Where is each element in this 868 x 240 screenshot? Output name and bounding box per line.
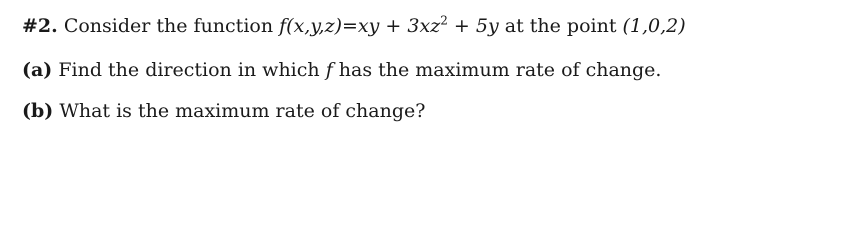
part-b-label: (b) xyxy=(22,100,54,122)
equals-sign: = xyxy=(342,15,358,37)
part-a xyxy=(22,58,661,82)
term-3xz: 3xz xyxy=(407,15,441,37)
exponent-2: 2 xyxy=(440,13,448,28)
part-b-text: What is the maximum rate of change? xyxy=(59,100,426,122)
term-xy: xy xyxy=(357,15,380,37)
point-coordinates: (1,0,2) xyxy=(622,15,686,37)
problem-number: #2. xyxy=(22,15,58,37)
problem-statement xyxy=(22,14,686,38)
plus-sign-1: + xyxy=(385,15,402,37)
function-lhs: f(x,y,z) xyxy=(279,15,342,37)
term-5y: 5y xyxy=(475,15,499,37)
problem-intro: Consider the function xyxy=(63,15,274,37)
at-point-text: at the point xyxy=(504,15,617,37)
part-a-text-after: has the maximum rate of change. xyxy=(338,59,662,81)
function-definition xyxy=(279,15,499,37)
part-a-variable: f xyxy=(325,59,333,81)
part-b xyxy=(22,99,425,123)
part-a-label: (a) xyxy=(22,59,53,81)
part-a-text-before: Find the direction in which xyxy=(58,59,320,81)
plus-sign-2: + xyxy=(453,15,470,37)
